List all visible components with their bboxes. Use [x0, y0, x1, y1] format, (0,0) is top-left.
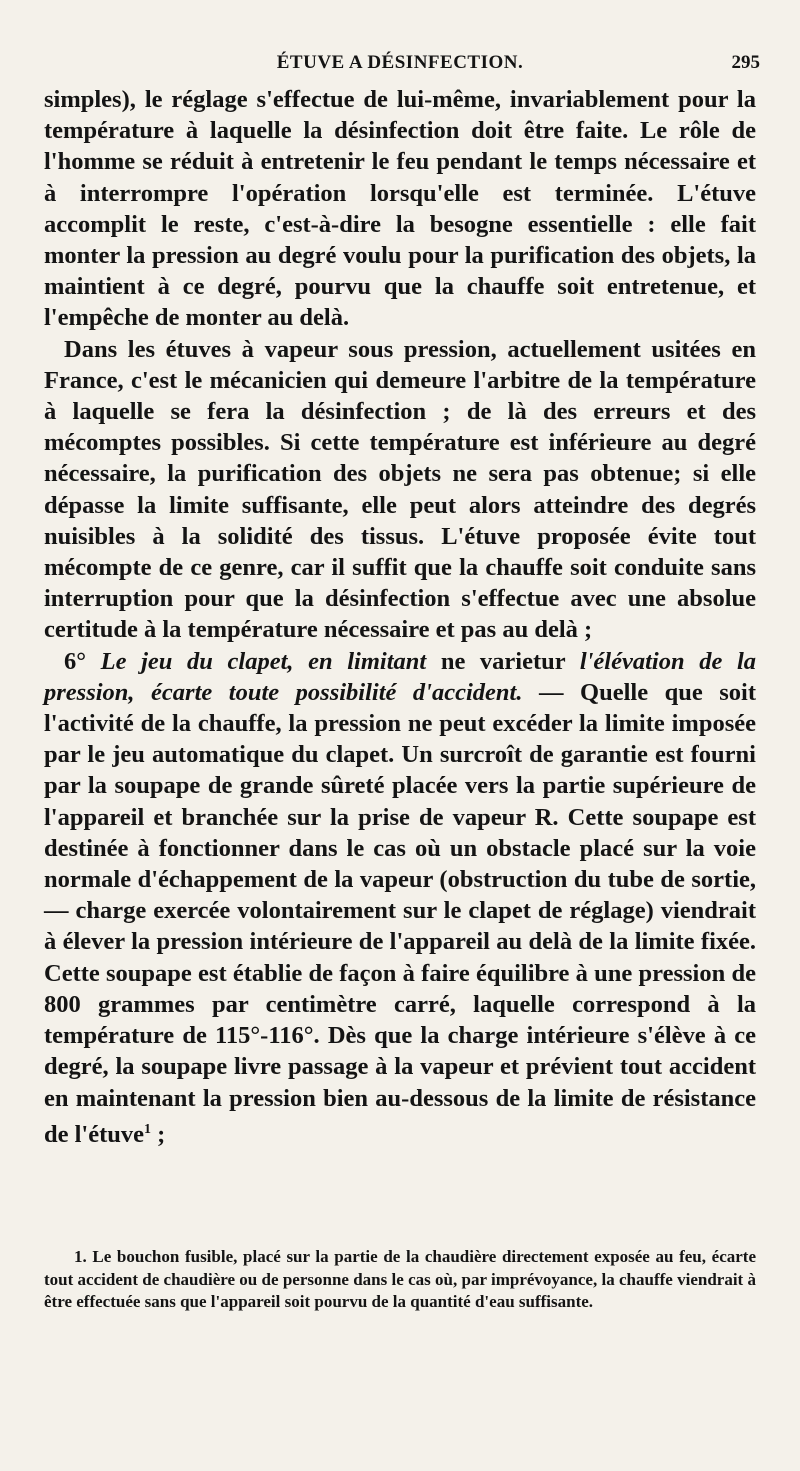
running-head	[40, 52, 760, 82]
paragraph-continuation: simples), le réglage s'effectue de lui-même, invariablement pour la température à laquelle la désinfection doit être faite. Le rôle de l'homme se réduit à entretenir le feu pendant le temps nécessaire et à interrompre l'opération lorsqu'elle est terminée. L'étuve accomplit le reste, c'est-à-dire la besogne essentielle : elle fait monter la pression au degré voulu pour la purification des objets, la maintient à ce degré, pourvu que la chauffe soit entretenue, et l'empêche de monter au delà.	[44, 86, 756, 332]
footnote-paragraph	[44, 1246, 756, 1314]
footnote-text: Le bouchon fusible, placé sur la partie de la chaudière directement exposée au feu, écarte tout accident de chaudière ou de personne dans le cas où, par imprévoyance, la chauffe viendrait à être effectuée sans que l'appareil soit pourvu de la quantité d'eau suffisante.	[44, 1247, 757, 1311]
item-heading-roman: ne varietur	[440, 647, 566, 675]
paragraph-steam-stoves: Dans les étuves à vapeur sous pression, actuellement usitées en France, c'est le mécanicien qui demeure l'arbitre de la température à laquelle se fera la désinfection ; de là des erreurs et des mécomptes possibles. Si cette température est inférieure au degré nécessaire, la purification des objets ne sera pas obtenue; si elle dépasse la limite suffisante, elle peut alors atteindre des degrés nuisibles à la solidité des tissus. L'étuve proposée évite tout mécompte de ce genre, car il suffit que la chauffe soit conduite sans interruption pour que la désinfection s'effectue avec une absolue certitude à la température nécessaire et pas au delà ;	[44, 335, 756, 644]
item-number: 6°	[64, 647, 87, 675]
footnote-marker: 1.	[74, 1247, 87, 1266]
running-title: ÉTUVE A DÉSINFECTION.	[276, 52, 524, 73]
body-text	[44, 84, 756, 1150]
item-heading-italic: Le jeu du clapet, en limitant	[100, 647, 427, 675]
item-body: — Quelle que soit l'activité de la chauffe, la pression ne peut excéder la limite imposée par le jeu automatique du clapet. Un surcroît de garantie est fourni par la soupape de grande sûreté placée vers la partie supérieure de l'appareil et branchée sur la prise de vapeur R. Cette soupape est destinée à fonctionner dans le cas où un obstacle placé sur la voie normale d'échappement de la vapeur (obstruction du tube de sortie, — charge exercée volontairement sur le clapet de réglage) viendrait à élever la pression intérieure de l'appareil au delà de la limite fixée. Cette soupape est établie de façon à faire équilibre à une pression de 800 grammes par centimètre carré, laquelle correspond à la température de 115°-116°. Dès que la charge intérieure s'élève à ce degré, la soupape livre passage à la vapeur et prévient tout accident en maintenant la pression bien au-dessous de la limite de résistance de l'étuve	[44, 678, 757, 1148]
item-end: ;	[151, 1120, 166, 1148]
page-number: 295	[731, 52, 760, 73]
item-heading-italic-cont: l'élévation de la pression, écarte toute possibilité d'accident.	[44, 647, 756, 706]
paragraph-item-6	[44, 646, 756, 1150]
footnote	[44, 1246, 756, 1314]
footnote-reference: 1	[144, 1121, 152, 1137]
